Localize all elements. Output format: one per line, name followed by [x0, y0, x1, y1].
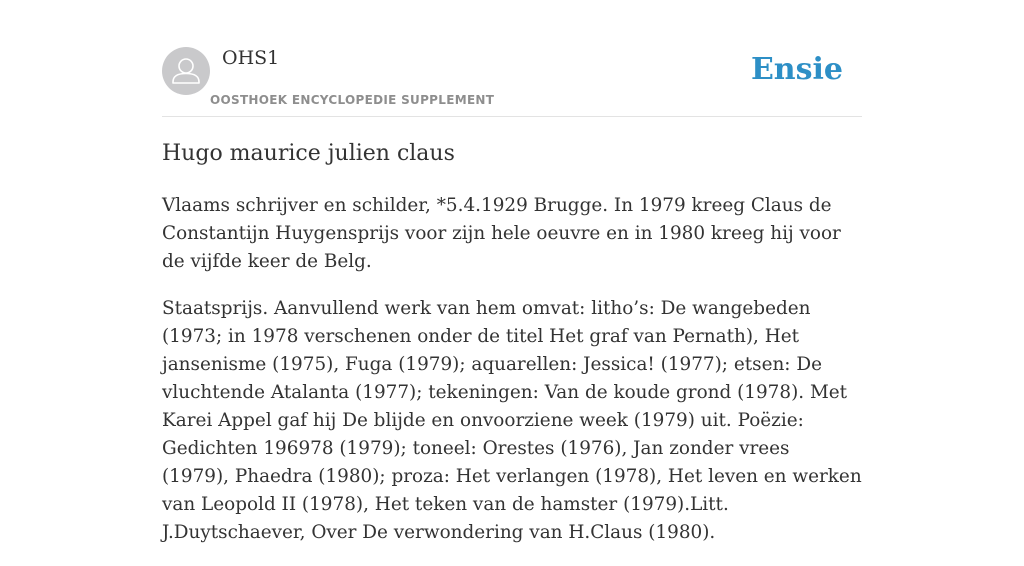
article-header	[162, 46, 862, 117]
avatar[interactable]	[162, 47, 210, 95]
article-paragraph: Staatsprijs. Aanvullend werk van hem omvat: litho’s: De wangebeden (1973; in 1978 verschenen onder de titel Het graf van Pernath), Het jansenisme (1975), Fuga (1979); aquarellen: Jessica! (1977); etsen: De vluchtende Atalanta (1977); tekeningen: Van de koude grond (1978). Met Karei Appel gaf hij De blijde en onvoorziene week (1979) uit. Poëzie: Gedichten 196978 (1979); toneel: Orestes (1976), Jan zonder vrees (1979), Phaedra (1980); proza: Het verlangen (1978), Het leven en werken van Leopold II (1978), Het teken van de hamster (1979).Litt. J.Duytschaever, Over De verwondering van H.Claus (1980).	[162, 298, 862, 543]
article-body	[162, 192, 862, 566]
user-icon	[162, 47, 210, 95]
brand-logo[interactable]: Ensie	[750, 52, 843, 87]
article-paragraph: Vlaams schrijver en schilder, *5.4.1929 Brugge. In 1979 kreeg Claus de Constantijn Huygensprijs voor zijn hele oeuvre en in 1980 kreeg hij voor de vijfde keer de Belg.	[162, 195, 841, 272]
source-label[interactable]: OOSTHOEK ENCYCLOPEDIE SUPPLEMENT	[210, 93, 495, 107]
article-title: Hugo maurice julien claus	[162, 141, 455, 166]
author-name[interactable]: OHS1	[222, 47, 280, 69]
